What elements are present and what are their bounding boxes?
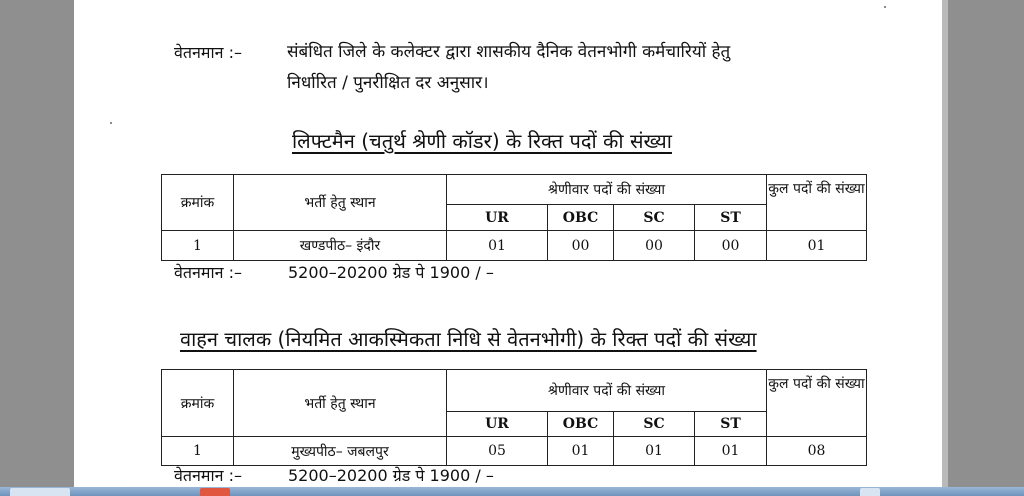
section-1-table: [161, 174, 867, 261]
table-row: [162, 231, 867, 261]
col-header-total: कुल पदों की संख्या: [767, 175, 867, 231]
section-1-pay-label: वेतनमान :–: [174, 263, 242, 282]
row-st: 01: [695, 437, 767, 466]
category-sc: SC: [614, 412, 695, 437]
col-header-category: श्रेणीवार पदों की संख्या: [447, 175, 767, 205]
section-2-pay-label: वेतनमान :–: [174, 466, 242, 485]
col-header-place: भर्ती हेतु स्थान: [234, 175, 447, 231]
category-st: ST: [695, 412, 767, 437]
col-header-place: भर्ती हेतु स्थान: [234, 370, 447, 437]
section-1-pay-value: 5200–20200 ग्रेड पे 1900 / –: [288, 263, 494, 282]
col-header-total: कुल पदों की संख्या: [767, 370, 867, 437]
intro-line-2: निर्धारित / पुनरीक्षित दर अनुसार।: [287, 73, 489, 93]
row-obc: 00: [548, 231, 614, 261]
category-obc: OBC: [548, 205, 614, 231]
row-ur: 05: [447, 437, 548, 466]
row-obc: 01: [548, 437, 614, 466]
viewer-page-edge: [942, 0, 948, 496]
row-serial: 1: [162, 231, 234, 261]
row-place: मुख्यपीठ– जबलपुर: [234, 437, 447, 466]
taskbar-button[interactable]: [10, 488, 70, 496]
viewer-speck: [884, 6, 886, 8]
col-header-serial: क्रमांक: [162, 175, 234, 231]
page-speck: [110, 122, 112, 124]
row-sc: 00: [614, 231, 695, 261]
category-ur: UR: [447, 412, 548, 437]
section-2-pay-value: 5200–20200 ग्रेड पे 1900 / –: [288, 466, 494, 485]
section-1-heading: लिफ्टमैन (चतुर्थ श्रेणी कॉडर) के रिक्त पदों की संख्या: [292, 129, 672, 153]
table-row: [162, 437, 867, 466]
category-sc: SC: [614, 205, 695, 231]
document-page: [74, 0, 942, 496]
intro-line-1: संबंधित जिले के कलेक्टर द्वारा शासकीय दैनिक वेतनभोगी कर्मचारियों हेतु: [287, 42, 731, 62]
row-st: 00: [695, 231, 767, 261]
row-total: 08: [767, 437, 867, 466]
category-obc: OBC: [548, 412, 614, 437]
category-ur: UR: [447, 205, 548, 231]
row-sc: 01: [614, 437, 695, 466]
taskbar: [0, 487, 1024, 496]
row-total: 01: [767, 231, 867, 261]
col-header-category: श्रेणीवार पदों की संख्या: [447, 370, 767, 412]
row-place: खण्डपीठ– इंदौर: [234, 231, 447, 261]
col-header-serial: क्रमांक: [162, 370, 234, 437]
section-2-table: [161, 369, 867, 466]
row-serial: 1: [162, 437, 234, 466]
taskbar-tray-icon[interactable]: [860, 488, 880, 496]
taskbar-app-icon[interactable]: [200, 488, 230, 496]
row-ur: 01: [447, 231, 548, 261]
intro-label: वेतनमान :–: [174, 43, 242, 62]
category-st: ST: [695, 205, 767, 231]
section-2-heading: वाहन चालक (नियमित आकस्मिकता निधि से वेतनभोगी) के रिक्त पदों की संख्या: [180, 327, 757, 351]
